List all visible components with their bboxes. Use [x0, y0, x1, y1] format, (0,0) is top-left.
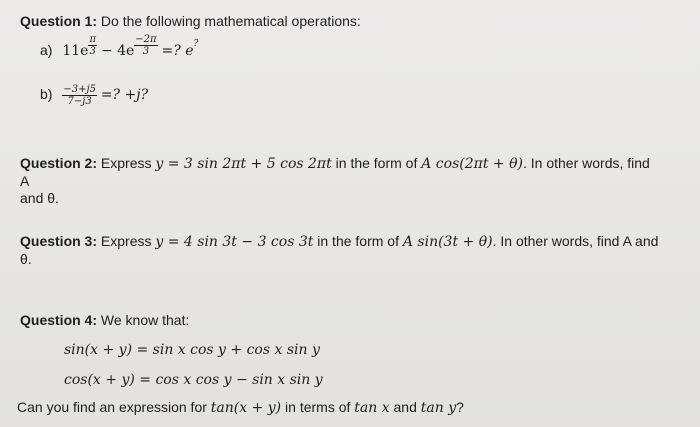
q1a-exp2: $\frac{-2\pi}{3}$ — [135, 34, 157, 57]
q1a-term1: 11e — [62, 43, 89, 60]
q1b-rhs: =? +j? — [100, 87, 149, 104]
q2-line2: and θ. — [20, 190, 59, 206]
q4-ask-tanx: tan x — [354, 400, 390, 416]
q2-expression: y = 3 sin 2πt + 5 cos 2πt — [155, 156, 332, 172]
q3-line2: θ. — [20, 251, 32, 267]
q1a-exp1: $\frac{\pi}{3}$ — [89, 34, 97, 57]
question-3-label: Question 3: — [20, 233, 98, 249]
question-2 — [20, 155, 660, 207]
question-1b — [40, 84, 148, 107]
question-4-label: Question 4: — [20, 312, 98, 328]
q1a-rhs-sup: ? — [193, 39, 199, 50]
q4-ask-tany: tan y — [420, 400, 457, 416]
q4-ask-end: ? — [456, 399, 464, 415]
question-1 — [20, 13, 361, 30]
q1b-fraction: $\frac{-3+j5}{7-j3}$ — [63, 84, 96, 107]
q3-text-end: . In other words, find A and — [492, 233, 659, 249]
question-4 — [20, 312, 189, 329]
q2-text: Express — [100, 155, 152, 171]
q3-expression: y = 4 sin 3t − 3 cos 3t — [155, 234, 314, 250]
q2-text-end: . In other words, find A — [20, 155, 650, 189]
q2-form: A cos(2πt + θ) — [421, 156, 523, 172]
q2-text-mid: in the form of — [335, 155, 418, 171]
question-1-label: Question 1: — [20, 13, 98, 29]
q4-question — [17, 399, 464, 417]
q4-text: We know that: — [100, 312, 190, 328]
q1b-label: b) — [40, 86, 53, 103]
question-1-text: Do the following mathematical operations: — [100, 13, 361, 29]
q1a-term2: − 4e — [100, 43, 135, 60]
q4-ask-and: and — [393, 399, 417, 415]
q4-ask-expression: tan(x + y) — [210, 400, 282, 416]
q3-text: Express — [100, 233, 152, 249]
question-2-label: Question 2: — [20, 155, 98, 171]
q4-identity-sin: sin(x + y) = sin x cos y + cos x sin y — [64, 342, 320, 358]
q4-ask-mid: in terms of — [285, 399, 351, 415]
q3-text-mid: in the form of — [317, 233, 399, 249]
question-1a — [40, 34, 199, 63]
question-3 — [20, 233, 660, 268]
q1a-label: a) — [40, 42, 53, 59]
q1a-rhs: =? e — [161, 43, 194, 60]
q4-ask-prefix: Can you find an expression for — [17, 399, 207, 415]
q3-form: A sin(3t + θ) — [402, 234, 493, 250]
q4-identity-cos: cos(x + y) = cos x cos y − sin x sin y — [64, 372, 323, 388]
